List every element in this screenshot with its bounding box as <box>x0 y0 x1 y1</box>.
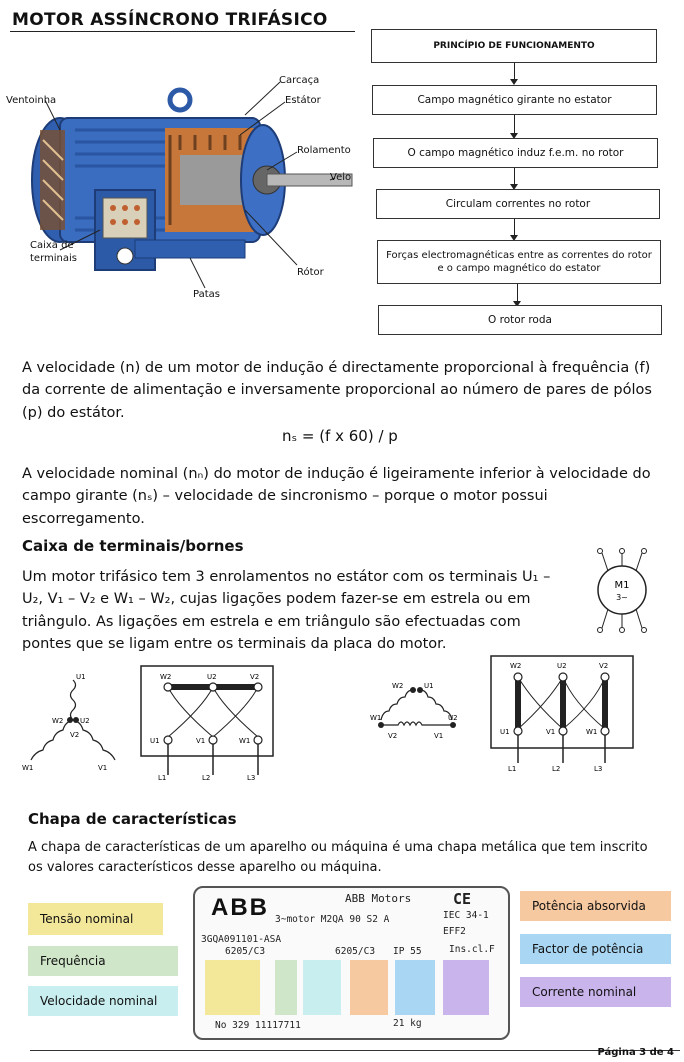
plate-weight: 21 kg <box>393 1018 422 1029</box>
plate-ce: CE <box>453 890 472 908</box>
star-winding-diagram <box>18 665 118 780</box>
delta-u2: U2 <box>448 714 458 722</box>
plate-eff: EFF2 <box>443 926 466 937</box>
plate-maker: ABB Motors <box>345 892 412 905</box>
delta-w2: W2 <box>392 682 404 690</box>
plate-model: 3~motor M2QA 90 S2 A <box>275 914 390 925</box>
delta-u1: U1 <box>424 682 434 690</box>
label-caixa-1: Caixa de <box>30 240 74 251</box>
board2-w1: W1 <box>586 728 598 736</box>
flow-heading: PRINCÍPIO DE FUNCIONAMENTO <box>371 29 657 63</box>
paragraph-velocidade-nominal: A velocidade nominal (nₙ) do motor de indução é ligeiramente inferior à velocidade do campo girante (nₛ) – velocidade de sincronismo – porque o motor possui escorregamento. <box>22 466 651 527</box>
page-title: MOTOR ASSÍNCRONO TRIFÁSICO <box>12 10 328 30</box>
board1-v1: V1 <box>196 737 206 745</box>
nameplate <box>193 886 510 1040</box>
title-underline <box>10 31 355 32</box>
star-w2-label: W2 <box>52 717 64 725</box>
tag-corrente: Corrente nominal <box>520 977 671 1007</box>
section-chapa: Chapa de características <box>28 810 237 828</box>
plate-code: 3GQA091101-ASA <box>201 934 282 945</box>
board1-u2: U2 <box>207 673 217 681</box>
delta-winding-diagram <box>368 672 468 747</box>
plate-bearing-1: 6205/C3 <box>225 946 266 957</box>
flow-arrow <box>514 115 515 135</box>
board1-v2: V2 <box>250 673 260 681</box>
star-v1-label: V1 <box>98 764 108 772</box>
label-rotor: Rótor <box>297 267 324 278</box>
board2-l2: L2 <box>552 765 561 773</box>
star-u1-label: U1 <box>76 673 86 681</box>
flow-step-4: Forças electromagnéticas entre as correntes do rotor e o campo magnético do estator <box>377 240 661 284</box>
tag-potencia: Potência absorvida <box>520 891 671 921</box>
label-veio: Veio <box>330 172 352 183</box>
plate-col-potencia <box>350 960 388 1015</box>
plate-bearing-2: 6205/C3 <box>335 946 376 957</box>
plate-col-velocidade <box>303 960 341 1015</box>
flow-step-1: Campo magnético girante no estator <box>372 85 657 115</box>
plate-ins: Ins.cl.F <box>449 944 495 955</box>
footer-rule <box>30 1050 680 1051</box>
tag-tensao: Tensão nominal <box>28 903 163 935</box>
board1-l1: L1 <box>158 774 167 782</box>
label-carcaca: Carcaça <box>279 75 320 86</box>
board1-w1: W1 <box>239 737 251 745</box>
m1-sub: 3~ <box>616 593 628 602</box>
paragraph-velocidade: A velocidade (n) de um motor de indução é directamente proporcional à frequência (f) da corrente de alimentação e inversamente proporcional ao número de pares de pólos (p) do estátor. <box>22 360 652 421</box>
tag-velocidade: Velocidade nominal <box>28 986 178 1016</box>
plate-col-freq <box>275 960 297 1015</box>
tag-frequencia: Frequência <box>28 946 178 976</box>
board1-l3: L3 <box>247 774 256 782</box>
plate-col-factor <box>395 960 435 1015</box>
delta-v1: V1 <box>434 732 444 740</box>
board2-l3: L3 <box>594 765 603 773</box>
section-caixa-terminais: Caixa de terminais/bornes <box>22 537 244 555</box>
board2-u2: U2 <box>557 662 567 670</box>
board1-u1: U1 <box>150 737 160 745</box>
paragraph-chapa: A chapa de características de um aparelho ou máquina é uma chapa metálica que tem inscrito os valores característicos desse aparelho ou máquina. <box>28 840 648 876</box>
page-number: Página 3 de 4 <box>597 1047 674 1058</box>
label-estator: Estátor <box>285 95 321 106</box>
board2-w2: W2 <box>510 662 522 670</box>
formula-ns: nₛ = (f x 60) / p <box>282 427 398 445</box>
paragraph-terminais: Um motor trifásico tem 3 enrolamentos no estátor com os terminais U₁ – U₂, V₁ – V₂ e W₁ – W₂, cujas ligações podem fazer-se em estrela ou em triângulo. As ligações em estrela e em triângulo são efectuadas com pontes que se ligam entre os terminais da placa do motor. <box>22 569 551 653</box>
plate-serial: No 329 11117711 <box>215 1020 301 1031</box>
star-u2-label: U2 <box>80 717 90 725</box>
plate-col-corrente <box>443 960 489 1015</box>
label-patas: Patas <box>193 289 220 300</box>
board2-v2: V2 <box>599 662 609 670</box>
flow-step-5: O rotor roda <box>378 305 662 335</box>
board1-w2: W2 <box>160 673 172 681</box>
plate-ip: IP 55 <box>393 946 422 957</box>
plate-brand: ABB <box>211 894 269 921</box>
board2-l1: L1 <box>508 765 517 773</box>
flow-step-2: O campo magnético induz f.e.m. no rotor <box>373 138 658 168</box>
plate-col-tensao <box>205 960 260 1015</box>
delta-terminal-board <box>490 655 635 775</box>
m1-label: M1 <box>614 580 630 591</box>
star-v2-label: V2 <box>70 731 80 739</box>
tag-factor: Factor de potência <box>520 934 671 964</box>
delta-w1: W1 <box>370 714 382 722</box>
label-caixa-2: terminais <box>30 253 77 264</box>
delta-v2: V2 <box>388 732 398 740</box>
label-rolamento: Rolamento <box>297 145 351 156</box>
board2-v1: V1 <box>546 728 556 736</box>
label-ventoinha: Ventoinha <box>6 95 57 106</box>
star-w1-label: W1 <box>22 764 34 772</box>
motor-symbol <box>582 543 662 638</box>
star-terminal-board <box>140 665 275 785</box>
board2-u1: U1 <box>500 728 510 736</box>
board1-l2: L2 <box>202 774 211 782</box>
plate-iec: IEC 34-1 <box>443 910 489 921</box>
flow-step-3: Circulam correntes no rotor <box>376 189 660 219</box>
